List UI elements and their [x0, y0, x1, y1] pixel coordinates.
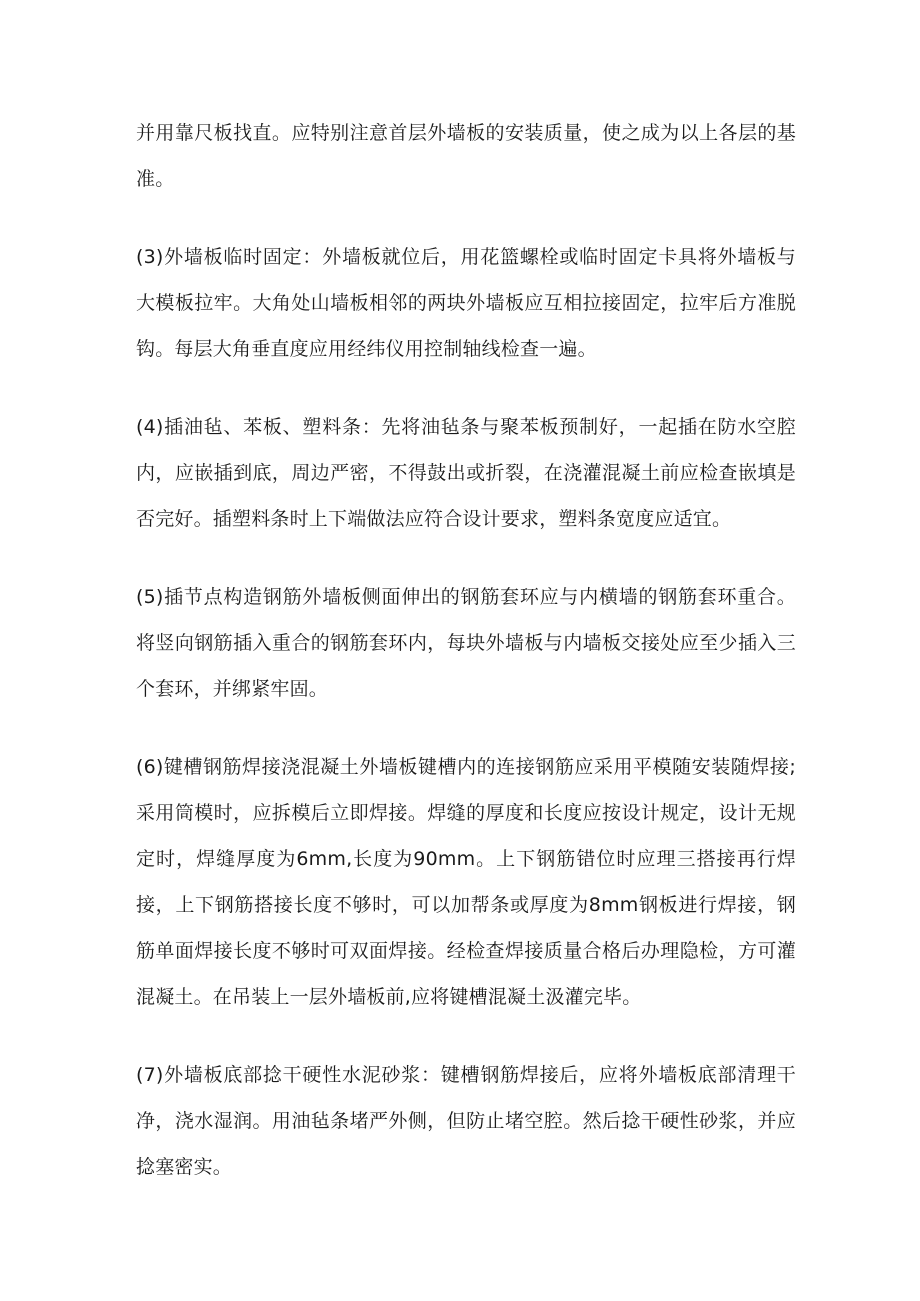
- paragraph-3-temporary-fixing: (3)外墙板临时固定：外墙板就位后，用花篮螺栓或临时固定卡具将外墙板与大模板拉牢。大角处山墙板相邻的两块外墙板应互相拉接固定，拉牢后方准脱钩。每层大角垂直度应用经纬仪用控制轴线检查一遍。: [136, 246, 796, 360]
- paragraph-continued: 并用靠尺板找直。应特别注意首层外墙板的安装质量，使之成为以上各层的基准。: [136, 122, 796, 190]
- paragraph-5-node-rebar: (5)插节点构造钢筋外墙板侧面伸出的钢筋套环应与内横墙的钢筋套环重合。将竖向钢筋插入重合的钢筋套环内，每块外墙板与内墙板交接处应至少插入三个套环，并绑紧牢固。: [136, 586, 796, 700]
- paragraph-6-keyway-welding: (6)键槽钢筋焊接浇混凝土外墙板键槽内的连接钢筋应采用平模随安装随焊接;采用筒模时，应拆模后立即焊接。焊缝的厚度和长度应按设计规定，设计无规定时，焊缝厚度为6mm,长度为90mm。上下钢筋错位时应理三搭接再行焊接，上下钢筋搭接长度不够时，可以加帮条或厚度为8mm钢板进行焊接，钢筋单面焊接长度不够时可双面焊接。经检查焊接质量合格后办理隐检，方可灌混凝土。在吊装上一层外墙板前,应将键槽混凝土汲灌完毕。: [136, 756, 796, 1008]
- paragraph-7-bottom-mortar: (7)外墙板底部捻干硬性水泥砂浆：键槽钢筋焊接后，应将外墙板底部清理干净，浇水湿润。用油毡条堵严外侧，但防止堵空腔。然后捻干硬性砂浆，并应捻塞密实。: [136, 1064, 796, 1178]
- paragraph-4-insert-felt: (4)插油毡、苯板、塑料条：先将油毡条与聚苯板预制好，一起插在防水空腔内，应嵌插到底，周边严密，不得鼓出或折裂，在浇灌混凝土前应检查嵌填是否完好。插塑料条时上下端做法应符合设计要求，塑料条宽度应适宜。: [136, 416, 796, 530]
- document-body: [136, 110, 796, 1222]
